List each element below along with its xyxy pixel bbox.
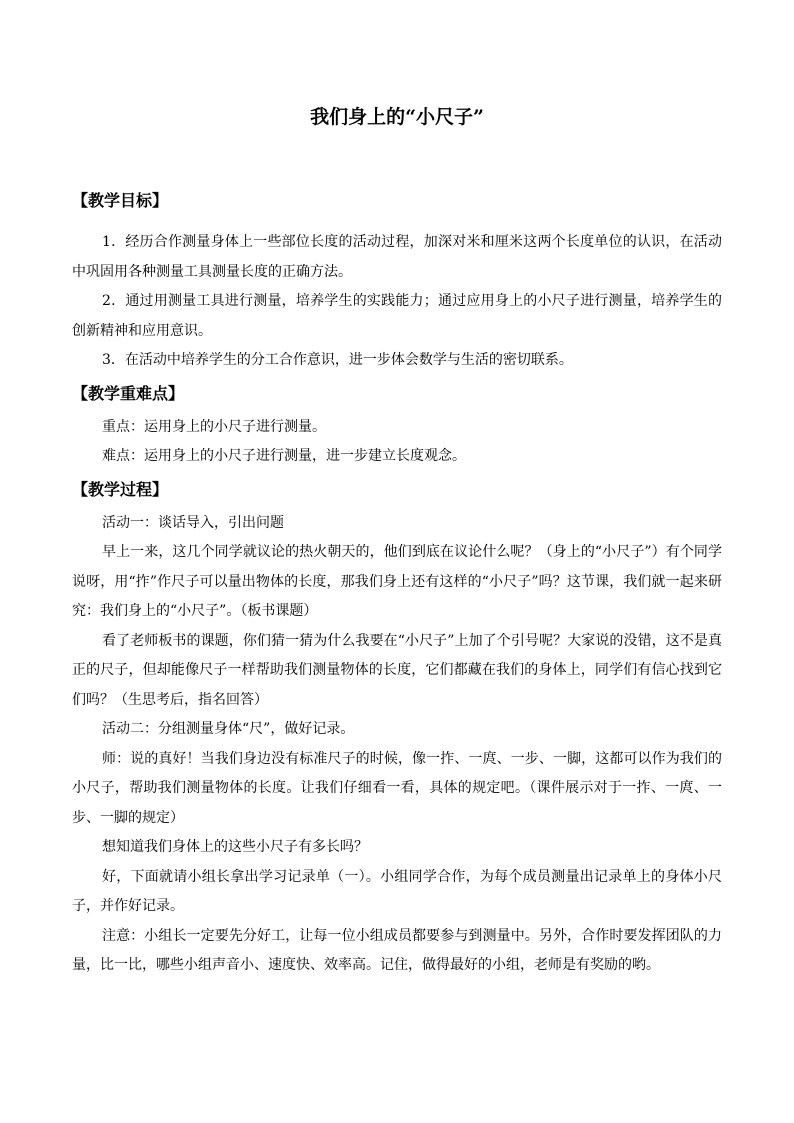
process-paragraph-6: 注意：小组长一定要先分好工，让每一位小组成员都要参与到测量中。另外，合作时要发挥团队的力量，比一比，哪些小组声音小、速度快、效率高。记住，做得最好的小组，老师是有奖励的哟。 (72, 927, 722, 973)
goal-paragraph-2: 2．通过用测量工具进行测量，培养学生的实践能力；通过应用身上的小尺子进行测量，培养学生的创新精神和应用意识。 (72, 293, 722, 339)
process-paragraph-2: 看了老师板书的课题，你们猜一猜为什么我要在“小尺子”上加了个引号呢？大家说的没错，这不是真正的尺子，但却能像尺子一样帮助我们测量物体的长度，它们都藏在我们的身体上，同学们有信心找到它们吗？（生思考后，指名回答） (72, 632, 722, 708)
goal-paragraph-1: 1．经历合作测量身体上一些部位长度的活动过程，加深对米和厘米这两个长度单位的认识，在活动中巩固用各种测量工具测量长度的正确方法。 (72, 234, 722, 280)
section-heading-key-points: 【教学重难点】 (72, 383, 185, 403)
goal-paragraph-3: 3．在活动中培养学生的分工合作意识，进一步体会数学与生活的密切联系。 (102, 352, 573, 368)
document-body (72, 186, 722, 981)
activity-2-title: 活动二：分组测量身体“尺”，做好记录。 (102, 721, 355, 737)
difficult-point-paragraph: 难点：运用身上的小尺子进行测量，进一步建立长度观念。 (102, 448, 466, 464)
document-title: 我们身上的“小尺子” (310, 106, 484, 128)
activity-1-title: 活动一：谈话导入，引出问题 (102, 514, 284, 531)
section-heading-teaching-goals: 【教学目标】 (72, 191, 169, 210)
process-paragraph-5: 好，下面就请小组长拿出学习记录单（一）。小组同学合作，为每个成员测量出记录单上的身体小尺子，并作好记录。 (72, 868, 722, 914)
key-point-paragraph: 重点：运用身上的小尺子进行测量。 (102, 418, 326, 435)
section-heading-teaching-process: 【教学过程】 (72, 479, 169, 499)
process-paragraph-4: 想知道我们身体上的这些小尺子有多长吗？ (102, 839, 368, 855)
process-paragraph-1: 早上一来，这几个同学就议论的热火朝天的，他们到底在议论什么呢？（身上的“小尺子”）有个同学说呀，用“拃”作尺子可以量出物体的长度，那我们身上还有这样的“小尺子”吗？这节课，我们就一起来研究：我们身上的“小尺子”。（板书课题） (72, 544, 722, 619)
process-paragraph-3: 师：说的真好！当我们身边没有标准尺子的时候，像一拃、一庹、一步、一脚，这都可以作为我们的小尺子，帮助我们测量物体的长度。让我们仔细看一看，具体的规定吧。（课件展示对于一拃、一庹、一步、一脚的规定） (72, 750, 722, 826)
